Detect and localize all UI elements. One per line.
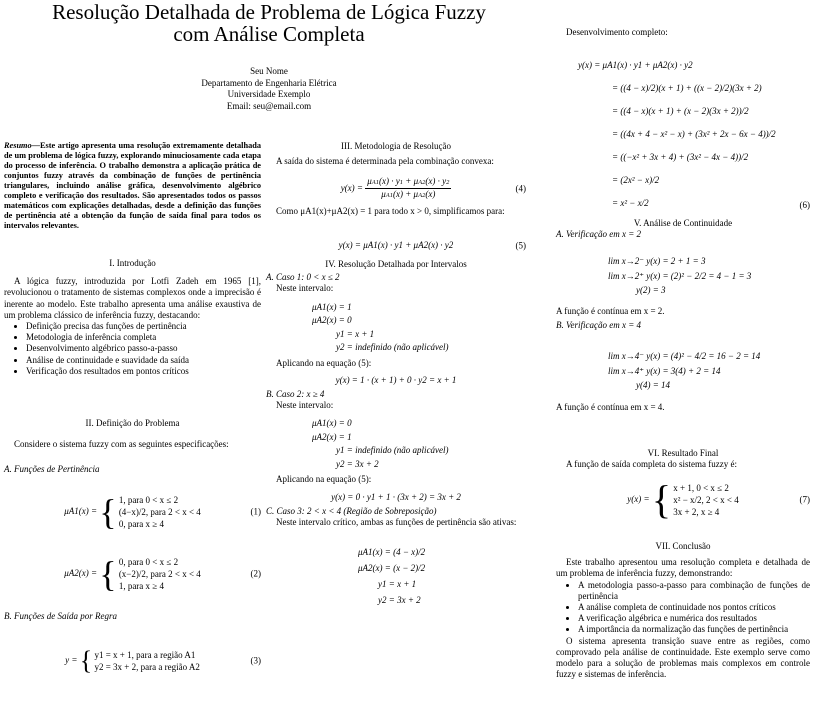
eq4-body: y(x) = $\frac{\mu A1(x) \cdot y1 + \mu A2(x) \cdot y2}{\mu A1(x) + \mu A2(x)}$ [341, 183, 452, 193]
section-7-text: Este trabalho apresentou uma resolução completa e detalhada de um problema de inferência fuzzy, demonstrando: [556, 557, 810, 579]
section-1-text: A lógica fuzzy, introduzida por Lotfi Zadeh em 1965 [1], revolucionou o tratamento de sistemas complexos onde a imprecisão é inerente ao modelo. Este trabalho apresenta uma análise exaustiva de um problema clássico de inferência fuzzy, destacando: [4, 276, 261, 320]
eq5-body: y(x) = μA1(x) · y1 + μA2(x) · y2 [338, 240, 454, 250]
verification-b-conclusion: A função é contínua em x = 4. [556, 401, 665, 412]
brace-icon: { [99, 492, 117, 532]
case-c-line: μA2(x) = (x − 2)/2 [358, 563, 426, 574]
case-b-intro: Neste intervalo: [276, 400, 334, 411]
section-result [556, 448, 810, 470]
verification-b-line: lim x→4⁺ y(x) = 3(4) + 2 = 14 [608, 365, 721, 376]
eq2-row: 0, para 0 < x ≤ 2 [118, 557, 179, 567]
brace-icon: { [651, 477, 672, 522]
author-block [4, 66, 534, 112]
eq3-cases [94, 649, 199, 673]
eq7-lhs: y(x) = [627, 494, 650, 505]
verification-a-title: A. Verificação em x = 2 [556, 229, 642, 240]
dev-line: y(x) = μA1(x) · y1 + μA2(x) · y2 [578, 60, 693, 70]
case-b-title: B. Caso 2: x ≥ 4 [266, 389, 325, 400]
eq5-number: (5) [515, 239, 526, 250]
eq1-row: 1, para 0 < x ≤ 2 [118, 495, 179, 505]
equation-4 [266, 176, 526, 201]
case-a-intro: Neste intervalo: [276, 283, 334, 294]
eq4-number: (4) [515, 183, 526, 194]
section-6-text: A função de saída completa do sistema fuzzy é: [566, 459, 737, 470]
eq4-numerator: μA1(x) · y1 + μA2(x) · y2 [365, 176, 451, 189]
eq3-number: (3) [250, 655, 261, 666]
case-a-apply: Aplicando na equação (5): [276, 357, 372, 368]
section-3-title: III. Metodologia de Resolução [341, 141, 451, 151]
case-c-line: y2 = 3x + 2 [378, 595, 421, 606]
case-b-line: μA2(x) = 1 [312, 431, 352, 442]
dev-title: Desenvolvimento completo: [566, 27, 668, 37]
eq2-cases [119, 556, 201, 592]
case-c-intro: Neste intervalo crítico, ambas as funções de pertinência são ativas: [276, 517, 517, 528]
verification-a-line: lim x→2⁻ y(x) = 2 + 1 = 3 [608, 256, 706, 267]
author-univ: Universidade Exemplo [227, 89, 311, 99]
equation-3 [4, 646, 261, 676]
eq2-row: 1, para x ≥ 4 [118, 581, 164, 591]
intro-list [4, 321, 261, 377]
case-b-lines [266, 417, 526, 471]
eq1-lhs: μA1(x) = [64, 506, 98, 517]
section-6-title: VI. Resultado Final [647, 448, 719, 458]
verification-b-line: lim x→4⁻ y(x) = (4)² − 4/2 = 16 − 2 = 14 [608, 351, 761, 362]
dev-line: = ((4 − x)/2)(x + 1) + ((x − 2)/2)(3x + 2) [612, 83, 762, 93]
section-continuity [556, 218, 810, 413]
list-item: • A verificação algébrica e numérica dos resultados [578, 613, 810, 624]
eq3-row: y1 = x + 1, para a região A1 [94, 650, 196, 660]
case-a-line: μA2(x) = 0 [312, 315, 352, 326]
case-a-line: y1 = x + 1 [336, 328, 375, 339]
verification-a-line: lim x→2⁺ y(x) = (2)² − 2/2 = 4 − 1 = 3 [608, 270, 752, 281]
section-2-text: Considere o sistema fuzzy com as seguintes especificações: [14, 439, 229, 450]
eq4-denominator: μA1(x) + μA2(x) [381, 189, 436, 200]
eq2-number: (2) [250, 568, 261, 579]
list-item: • A análise completa de continuidade nos pontos críticos [578, 602, 810, 613]
eq3-lhs: y = [65, 655, 78, 666]
paper-title [4, 1, 534, 45]
abstract-label: Resumo [4, 141, 32, 150]
title-line-1: Resolução Detalhada de Problema de Lógica Fuzzy [52, 0, 486, 24]
eq1-row: (4−x)/2, para 2 < x < 4 [118, 507, 201, 517]
section-introduction [4, 258, 261, 377]
section-3-text-1: A saída do sistema é determinada pela combinação convexa: [276, 156, 494, 167]
verification-b-title: B. Verificação em x = 4 [556, 320, 642, 331]
eq1-cases [119, 494, 201, 530]
case-a-line: μA1(x) = 1 [312, 301, 352, 312]
brace-icon: { [79, 646, 93, 675]
eq2-lhs: μA2(x) = [64, 568, 98, 579]
list-item: • A importância da normalização das funções de pertinência [578, 624, 810, 635]
section-7-final: O sistema apresenta transição suave entre as regiões, como comprovado pela análise de continuidade. Este exemplo serve como modelo para a solução de problemas mais complexos em controle fuzzy e sistemas de inferência. [556, 635, 810, 680]
eq6-number: (6) [799, 200, 810, 210]
list-item: • Análise de continuidade e suavidade da saída [26, 355, 261, 366]
abstract [4, 141, 261, 231]
eq2-row: (x−2)/2, para 2 < x < 4 [118, 569, 201, 579]
section-5-title: V. Análise de Continuidade [633, 218, 733, 228]
eq1-row: 0, para x ≥ 4 [118, 519, 164, 529]
list-item: • Metodologia de inferência completa [26, 332, 261, 343]
section-methodology [266, 141, 526, 167]
equation-1 [4, 494, 261, 530]
verification-a-conclusion: A função é contínua em x = 2. [556, 305, 665, 316]
section-7-title: VII. Conclusão [655, 541, 711, 551]
eq7-row: x + 1, 0 < x ≤ 2 [673, 483, 729, 493]
case-b-line: μA1(x) = 0 [312, 418, 352, 429]
brace-icon: { [99, 554, 117, 594]
verification-b-lines [556, 349, 810, 393]
list-item: • Definição precisa das funções de pertinência [26, 321, 261, 332]
verification-a-line: y(2) = 3 [636, 285, 666, 296]
subsection-b-title: B. Funções de Saída por Regra [4, 611, 117, 621]
section-conclusion [556, 541, 810, 680]
author-dept: Departamento de Engenharia Elétrica [201, 77, 337, 88]
abstract-text: —Este artigo apresenta uma resolução extremamente detalhada de um problema de lógica fuzzy, explorando minuciosamente cada etapa do processo de inferência. O trabalho demonstra a aplicação prática de conjuntos fuzzy através da combinação de funções de pertinência triangulares, incluindo análise gráfica, desenvolvimento algébrico completo e verificação dos resultados. São apresentados todos os passos matemáticos com explicações detalhadas, desde a definição das funções de pertinência até a obtenção da função de saída final para todos os intervalos relevantes. [4, 141, 261, 230]
verification-b-line: y(4) = 14 [636, 380, 671, 391]
case-a-lines [266, 301, 526, 355]
section-1-title: I. Introdução [109, 258, 156, 268]
section-intervals [266, 259, 526, 608]
dev-line: = ((4 − x)(x + 1) + (x − 2)(3x + 2))/2 [612, 106, 749, 116]
equation-5 [266, 240, 526, 251]
case-c-title: C. Caso 3: 2 < x < 4 (Região de Sobreposição) [266, 505, 437, 516]
development-equations [578, 54, 810, 215]
list-item: • Desenvolvimento algébrico passo-a-passo [26, 343, 261, 354]
dev-line: = ((−x² + 3x + 4) + (3x² − 4x − 4))/2 [612, 152, 749, 162]
dev-line: = (2x² − x)/2 [612, 175, 660, 185]
section-4-title: IV. Resolução Detalhada por Intervalos [325, 259, 467, 269]
case-b-line: y1 = indefinido (não aplicável) [336, 445, 449, 456]
conclusion-list [556, 580, 810, 636]
dev-line: = ((4x + 4 − x² − x) + (3x² + 2x − 6x − 4))/2 [612, 129, 776, 139]
subsection-a-title: A. Funções de Pertinência [4, 464, 100, 475]
equation-2 [4, 556, 261, 592]
section-problem [4, 418, 261, 476]
author-name: Seu Nome [250, 66, 288, 76]
equation-7 [556, 477, 810, 522]
eq4-fraction [365, 176, 451, 201]
title-line-2: com Análise Completa [173, 22, 365, 46]
case-b-apply: Aplicando na equação (5): [276, 474, 372, 485]
author-email: Email: seu@email.com [226, 100, 312, 111]
case-c-lines [266, 544, 526, 608]
case-b-line: y2 = 3x + 2 [336, 458, 379, 469]
case-a-result: y(x) = 1 · (x + 1) + 0 · y2 = x + 1 [335, 374, 457, 385]
section-3-text-2: Como μA1(x)+μA2(x) = 1 para todo x > 0, simplificamos para: [276, 206, 505, 216]
dev-line: = x² − x/2 [612, 198, 649, 208]
eq7-row: 3x + 2, x ≥ 4 [673, 507, 720, 517]
eq3-row: y2 = 3x + 2, para a região A2 [94, 662, 200, 672]
case-a-title: A. Caso 1: 0 < x ≤ 2 [266, 272, 340, 283]
case-b-result: y(x) = 0 · y1 + 1 · (3x + 2) = 3x + 2 [331, 491, 461, 502]
eq7-number: (7) [799, 494, 810, 505]
case-c-line: y1 = x + 1 [378, 579, 417, 590]
list-item: • A metodologia passo-a-passo para combinação de funções de pertinência [578, 580, 810, 602]
verification-a-lines [556, 254, 810, 298]
case-a-line: y2 = indefinido (não aplicável) [336, 342, 449, 353]
eq1-number: (1) [250, 506, 261, 517]
case-c-line: μA1(x) = (4 − x)/2 [358, 547, 426, 558]
eq7-cases [673, 482, 738, 518]
list-item: • Verificação dos resultados em pontos críticos [26, 366, 261, 377]
eq7-row: x² − x/2, 2 < x < 4 [673, 495, 739, 505]
section-2-title: II. Definição do Problema [85, 418, 180, 428]
